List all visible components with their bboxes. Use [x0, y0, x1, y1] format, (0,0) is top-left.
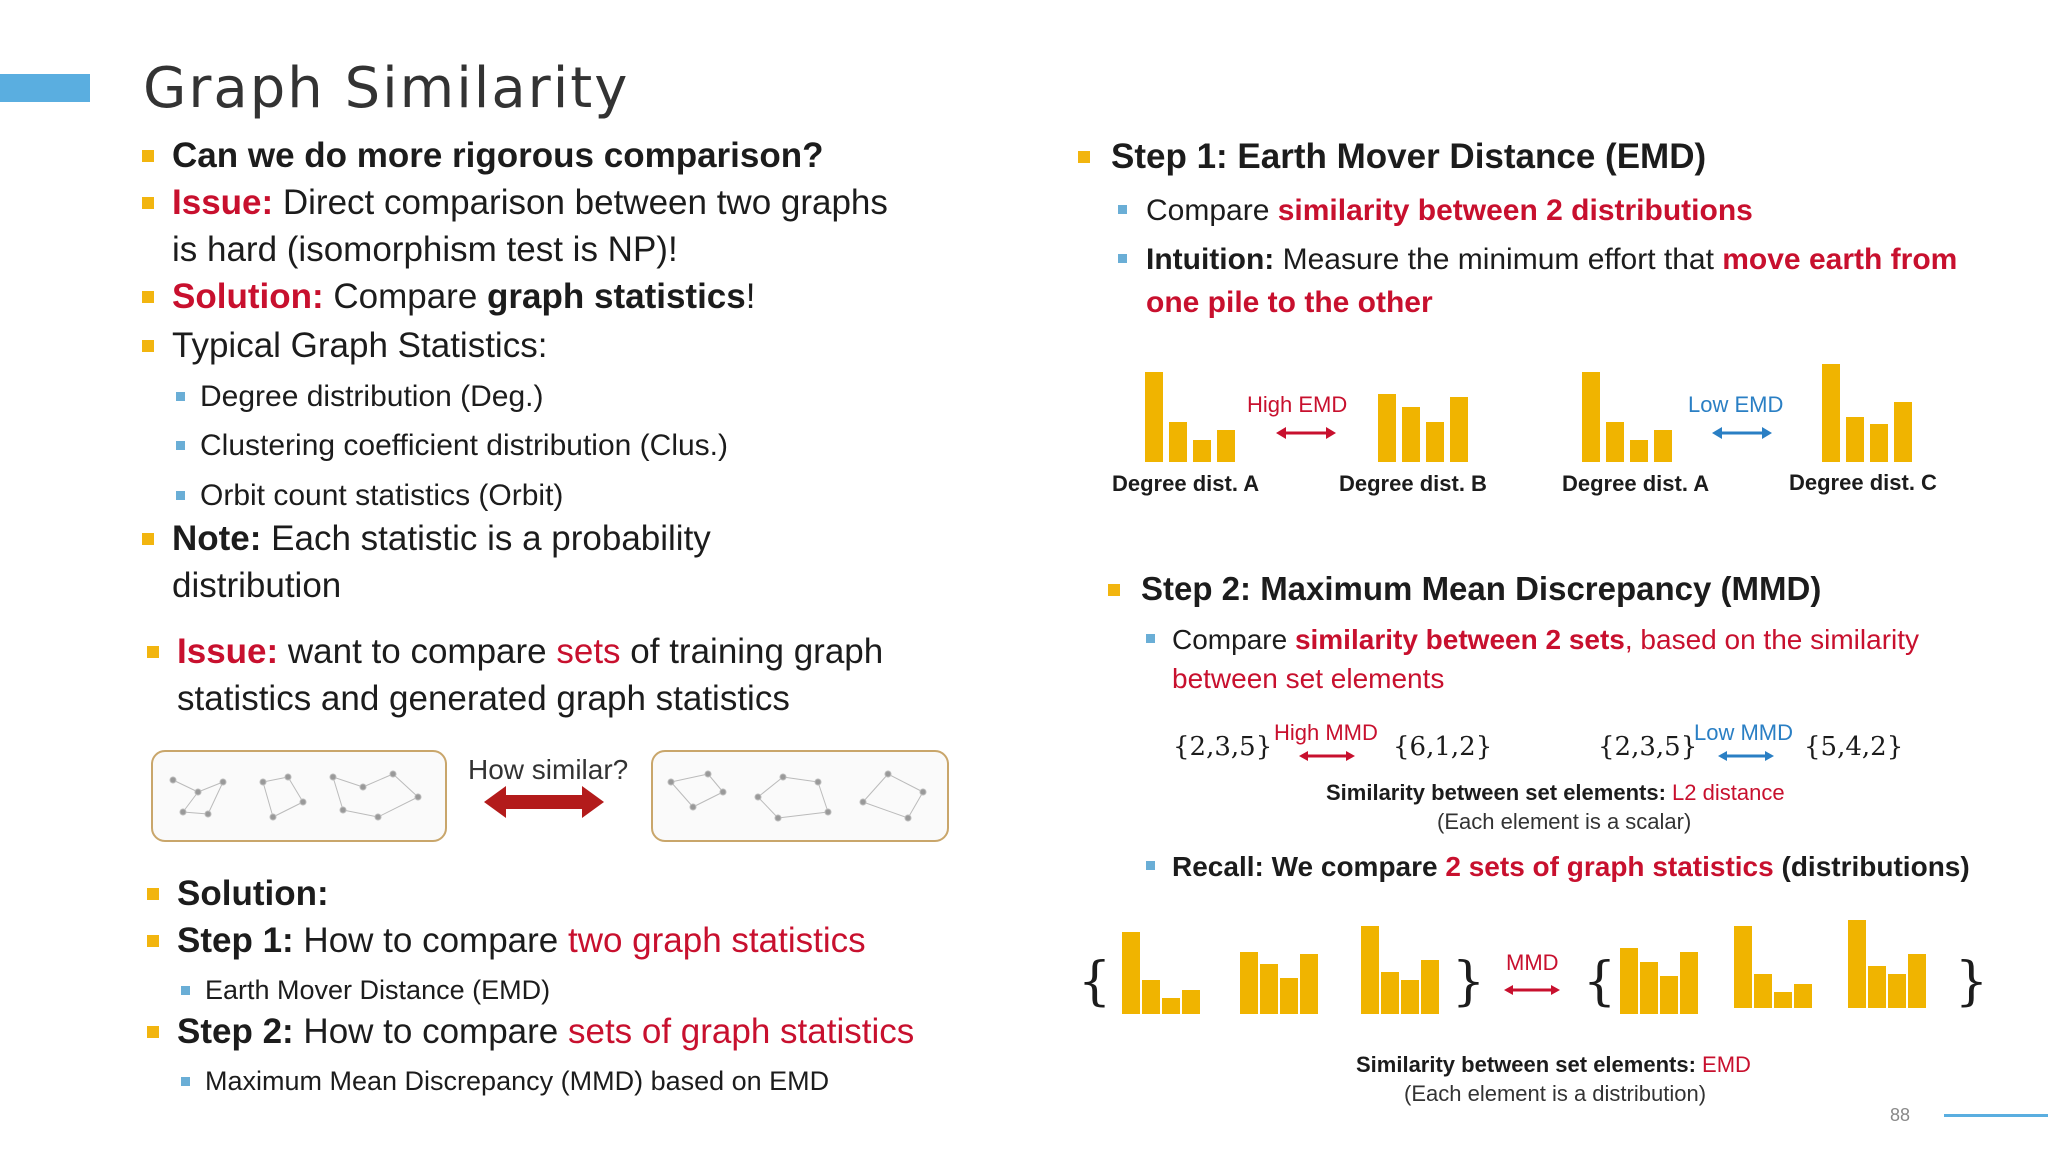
recall-line: Recall: We compare 2 sets of graph statistics (distributions) [1172, 851, 1970, 883]
red-arrow-icon [1276, 425, 1336, 441]
set-3: {2,3,5} [1598, 732, 1698, 762]
low-emd-label: Low EMD [1688, 392, 1784, 417]
similarity-l2-sub: (Each element is a scalar) [1437, 809, 1692, 834]
double-arrow-icon [484, 784, 604, 820]
blue-arrow-icon [1718, 749, 1774, 763]
graph-sketch-icon [653, 752, 947, 840]
stat-degree: Degree distribution (Deg.) [200, 380, 544, 415]
generated-graphs-panel [651, 750, 949, 842]
mmd-label: MMD [1506, 950, 1559, 975]
bullet-typical: Typical Graph Statistics: [172, 326, 547, 366]
emd-intuition-cont: one pile to the other [1146, 286, 1433, 319]
red-arrow-icon [1299, 749, 1355, 763]
degree-dist-c-bars [1822, 362, 1912, 462]
similarity-l2: Similarity between set elements: L2 distance [1326, 780, 1785, 805]
bullet-issue1: Issue: Direct comparison between two graphs [172, 183, 888, 223]
emd-intuition: Intuition: Measure the minimum effort that move earth from [1146, 243, 1957, 278]
set-b-dist-2 [1734, 924, 1814, 1008]
right-brace-1: } [1452, 952, 1486, 1012]
deg-dist-c-label: Degree dist. C [1789, 470, 1937, 495]
bullet-note: Note: Each statistic is a probability [172, 519, 711, 559]
training-graphs-panel [151, 750, 447, 842]
set-a-dist-3 [1361, 924, 1441, 1014]
set-b-dist-3 [1848, 918, 1928, 1008]
set-b-dist-1 [1620, 930, 1700, 1014]
bullet-rigorous: Can we do more rigorous comparison? [172, 136, 823, 176]
step1-sub: Earth Mover Distance (EMD) [205, 975, 550, 1006]
left-brace-1: { [1078, 952, 1112, 1012]
set-1: {2,3,5} [1173, 732, 1273, 762]
step2-mmd-title: Step 2: Maximum Mean Discrepancy (MMD) [1141, 570, 1821, 608]
mmd-compare-cont: between set elements [1172, 663, 1445, 694]
deg-dist-a-label: Degree dist. A [1112, 471, 1260, 496]
red-arrow-icon [1504, 983, 1560, 997]
bullet-step2: Step 2: How to compare sets of graph statistics [177, 1012, 914, 1052]
bullet-issue1-cont: is hard (isomorphism test is NP)! [172, 230, 678, 269]
bullet-step1: Step 1: How to compare two graph statistics [177, 921, 866, 961]
set-2: {6,1,2} [1393, 732, 1493, 762]
page-number: 88 [1890, 1105, 1911, 1125]
slide-title: Graph Similarity [143, 56, 630, 121]
bullet-solution1: Solution: Compare graph statistics! [172, 277, 755, 317]
degree-dist-a-bars [1145, 370, 1235, 462]
set-a-dist-1 [1122, 930, 1202, 1014]
footer-accent-line [1944, 1114, 2048, 1117]
bullet-issue2: Issue: want to compare sets of training graph [177, 632, 883, 672]
bullet-issue2-cont: statistics and generated graph statistics [177, 679, 790, 718]
bullet-solution2: Solution: [177, 874, 329, 914]
deg-dist-a2-label: Degree dist. A [1562, 471, 1710, 496]
deg-dist-b-label: Degree dist. B [1339, 471, 1487, 496]
blue-arrow-icon [1712, 425, 1772, 441]
bullet-note-cont: distribution [172, 566, 342, 605]
degree-dist-a2-bars [1582, 370, 1672, 462]
stat-orbit: Orbit count statistics (Orbit) [200, 479, 563, 514]
similarity-emd: Similarity between set elements: EMD [1356, 1052, 1751, 1077]
similarity-emd-sub: (Each element is a distribution) [1404, 1081, 1707, 1106]
title-accent-bar [0, 74, 90, 102]
set-a-dist-2 [1240, 930, 1320, 1014]
degree-dist-b-bars [1378, 370, 1468, 462]
how-similar-label: How similar? [468, 754, 629, 785]
right-brace-2: } [1955, 952, 1989, 1012]
mmd-compare: Compare similarity between 2 sets, based on the similarity [1172, 624, 1919, 656]
step2-sub: Maximum Mean Discrepancy (MMD) based on EMD [205, 1066, 829, 1097]
high-mmd-label: High MMD [1274, 720, 1378, 745]
set-4: {5,4,2} [1804, 732, 1904, 762]
low-mmd-label: Low MMD [1694, 720, 1794, 745]
graph-sketch-icon [153, 752, 445, 840]
emd-compare: Compare similarity between 2 distributions [1146, 194, 1753, 229]
step1-emd-title: Step 1: Earth Mover Distance (EMD) [1111, 137, 1706, 177]
high-emd-label: High EMD [1247, 392, 1348, 417]
left-brace-2: { [1583, 952, 1617, 1012]
stat-clustering: Clustering coefficient distribution (Clus.) [200, 429, 728, 464]
